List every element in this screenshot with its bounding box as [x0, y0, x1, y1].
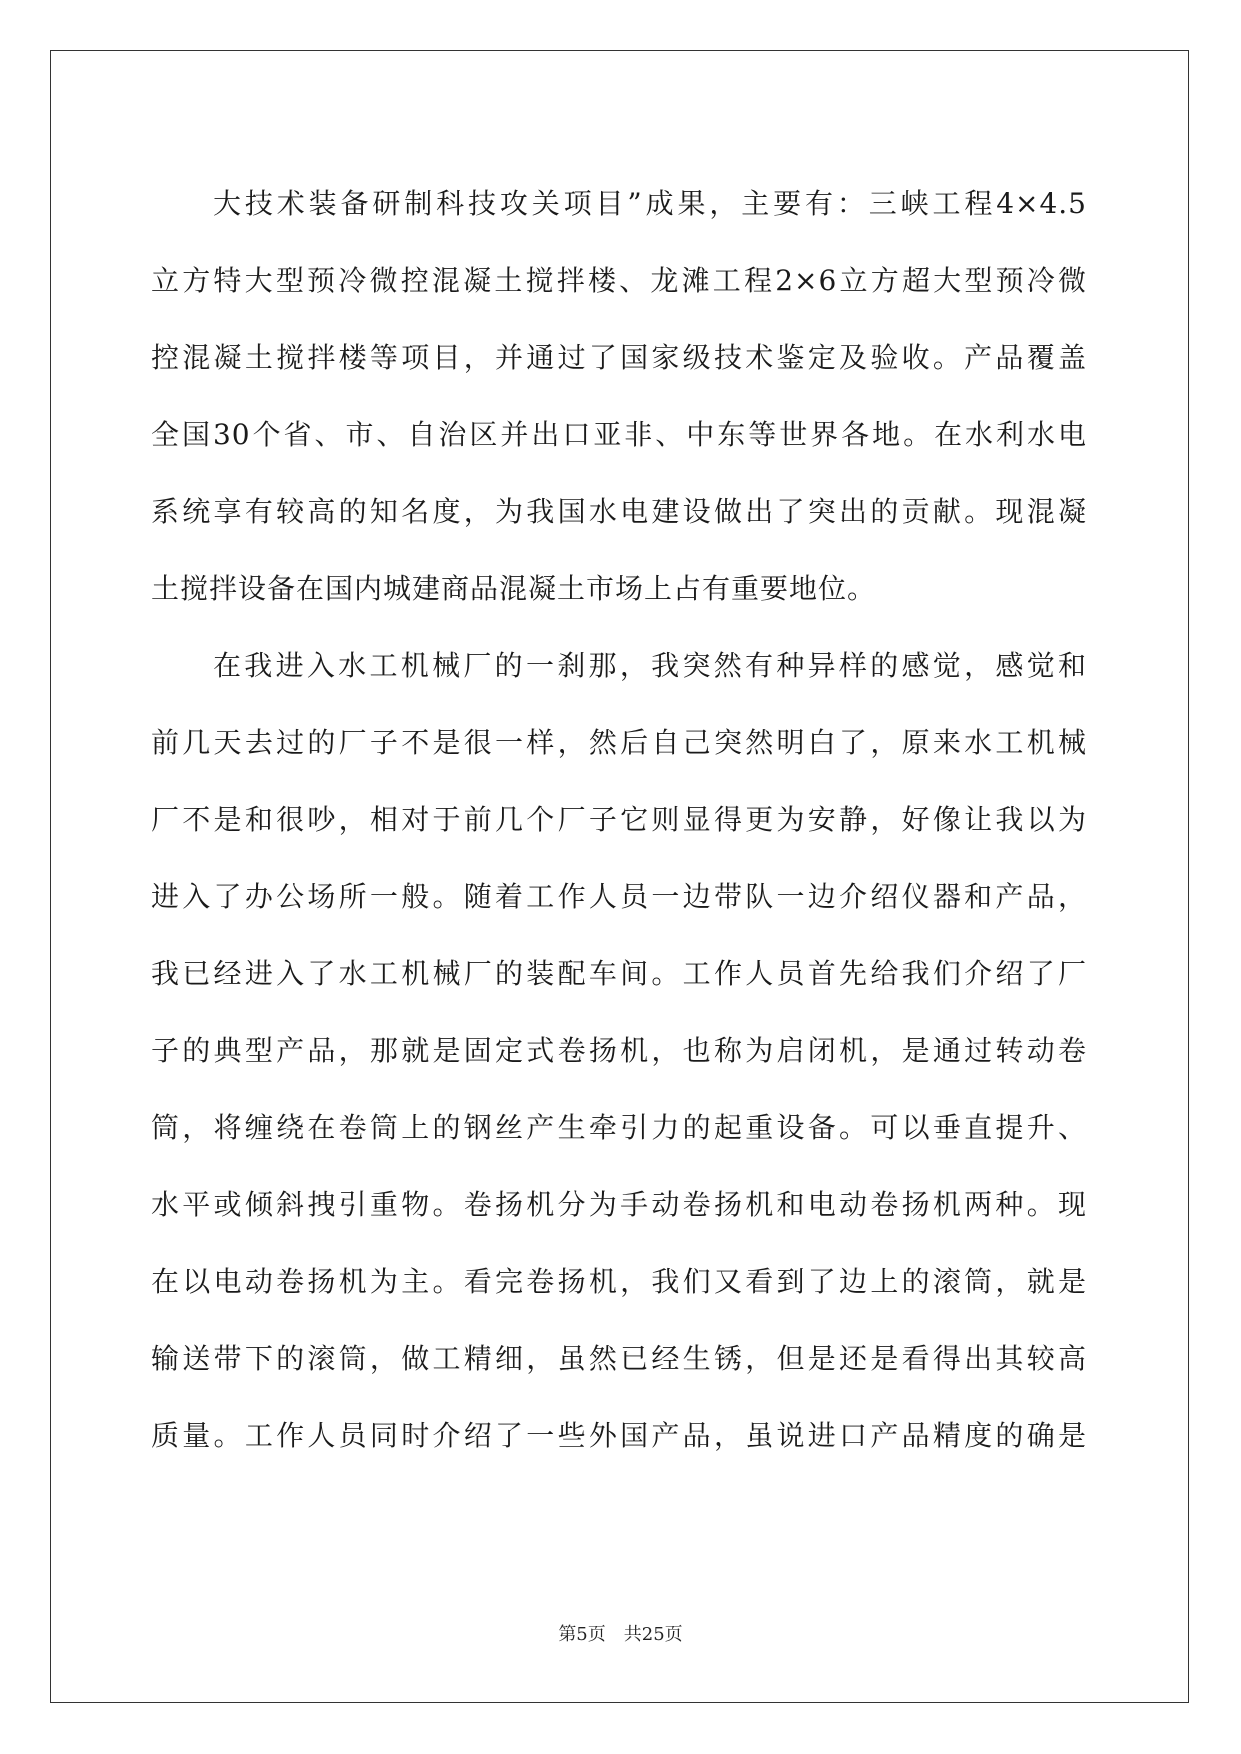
text-line: 子的典型产品，那就是固定式卷扬机，也称为启闭机，是通过转动卷	[151, 1034, 1087, 1067]
page-number: 第5页	[558, 1624, 606, 1645]
text-line: 水平或倾斜拽引重物。卷扬机分为手动卷扬机和电动卷扬机两种。现	[151, 1188, 1087, 1221]
text-line: 输送带下的滚筒，做工精细，虽然已经生锈，但是还是看得出其较高	[151, 1342, 1087, 1375]
paragraph-1	[151, 165, 1087, 627]
text-line: 立方特大型预冷微控混凝土搅拌楼、龙滩工程2×6立方超大型预冷微	[151, 264, 1087, 297]
text-line: 在我进入水工机械厂的一刹那，我突然有种异样的感觉，感觉和	[213, 649, 1087, 682]
text-line: 我已经进入了水工机械厂的装配车间。工作人员首先给我们介绍了厂	[151, 957, 1087, 990]
text-line: 质量。工作人员同时介绍了一些外国产品，虽说进口产品精度的确是	[151, 1419, 1087, 1452]
text-line: 进入了办公场所一般。随着工作人员一边带队一边介绍仪器和产品，	[151, 880, 1087, 913]
text-line: 全国30个省、市、自治区并出口亚非、中东等世界各地。在水利水电	[151, 418, 1087, 451]
text-line: 在以电动卷扬机为主。看完卷扬机，我们又看到了边上的滚筒，就是	[151, 1265, 1087, 1298]
paragraph-2	[151, 627, 1087, 1474]
text-line: 控混凝土搅拌楼等项目，并通过了国家级技术鉴定及验收。产品覆盖	[151, 341, 1087, 374]
text-line: 前几天去过的厂子不是很一样，然后自己突然明白了，原来水工机械	[151, 726, 1087, 759]
text-line: 大技术装备研制科技攻关项目”成果，主要有：三峡工程4×4.5	[213, 187, 1087, 220]
document-body	[151, 165, 1087, 1474]
text-line: 系统享有较高的知名度，为我国水电建设做出了突出的贡献。现混凝	[151, 495, 1087, 528]
text-line: 厂不是和很吵，相对于前几个厂子它则显得更为安静，好像让我以为	[151, 803, 1087, 836]
page-footer	[0, 1620, 1241, 1646]
text-line: 土搅拌设备在国内城建商品混凝土市场上占有重要地位。	[151, 572, 877, 605]
text-line: 筒，将缠绕在卷筒上的钢丝产生牵引力的起重设备。可以垂直提升、	[151, 1111, 1087, 1144]
page-total: 共25页	[623, 1624, 683, 1645]
